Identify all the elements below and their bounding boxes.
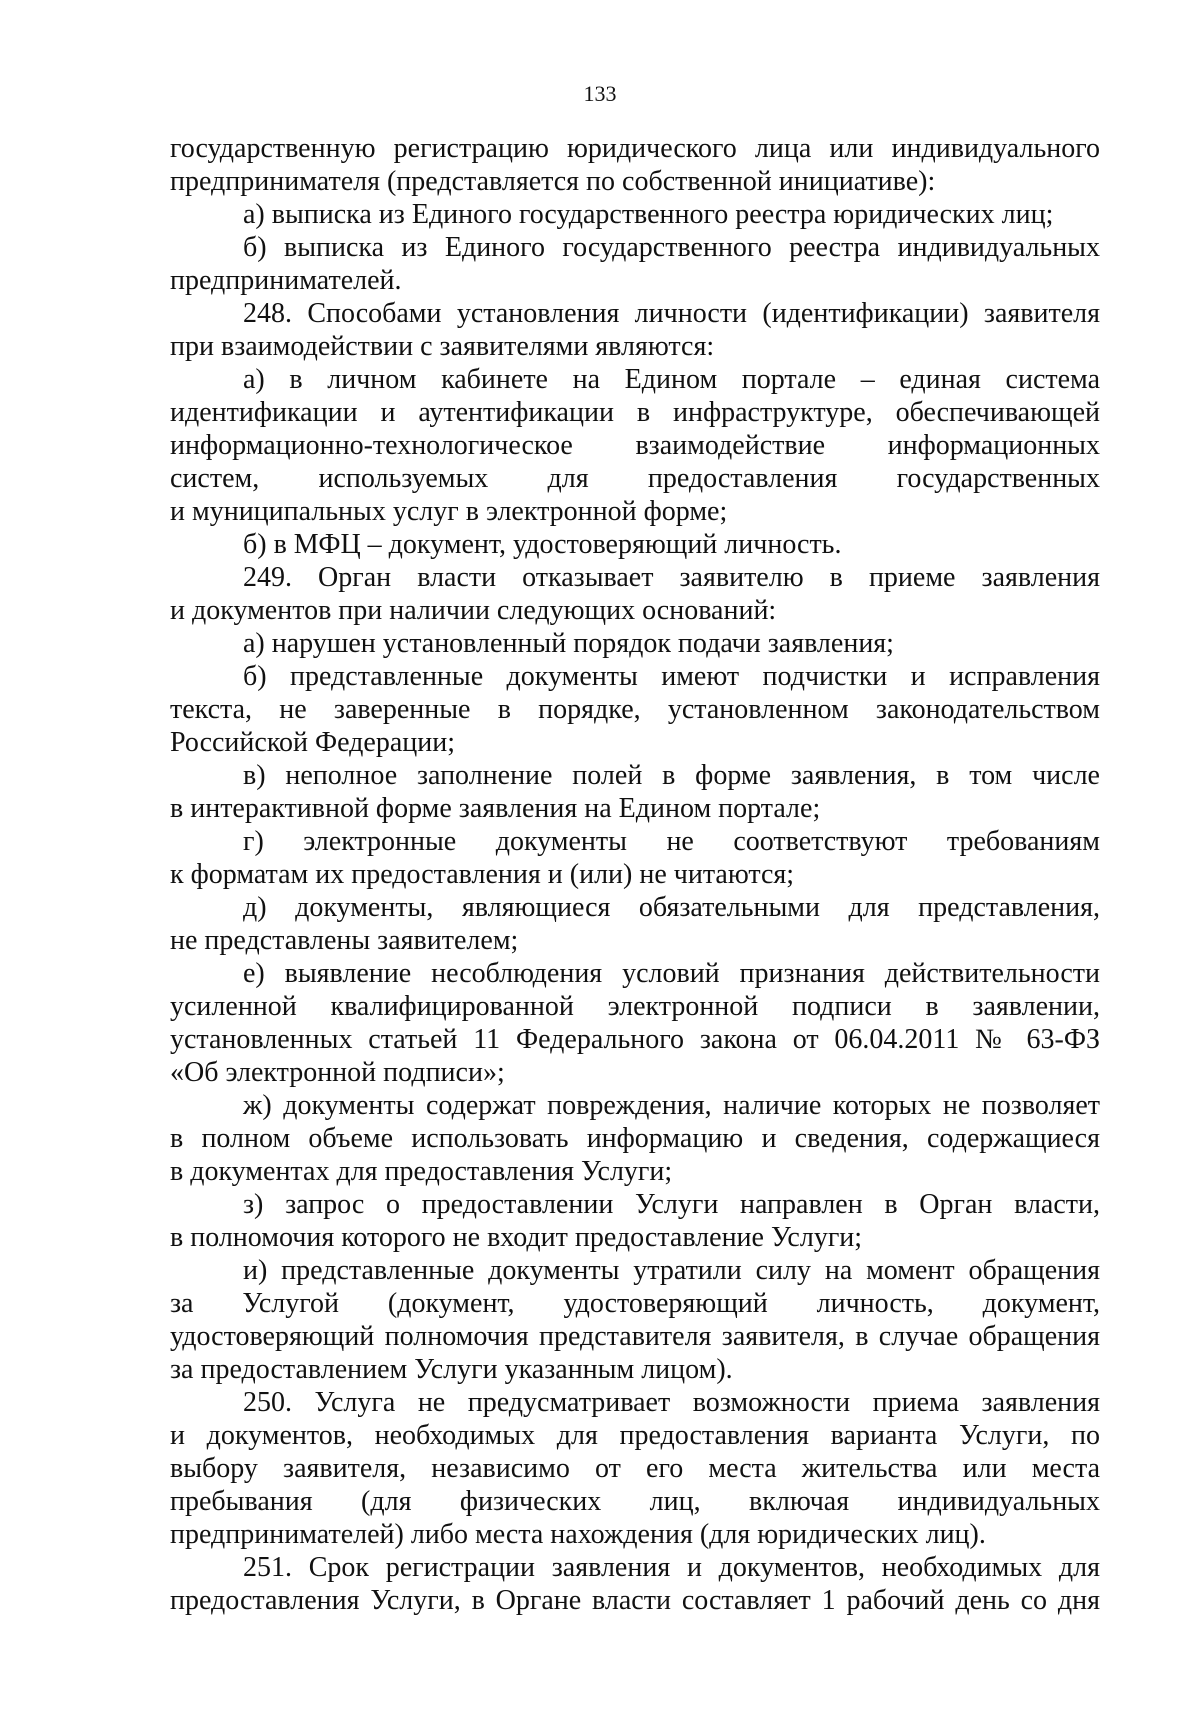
text-line: к форматам их предоставления и (или) не читаются; [170, 859, 795, 890]
text-line: и документов, необходимых для предоставления варианта Услуги, по [170, 1420, 1100, 1451]
text-line: не представлены заявителем; [170, 925, 519, 956]
text-line: в) неполное заполнение полей в форме заявления, в том числе [243, 760, 1100, 791]
text-line: и) представленные документы утратили силу на момент обращения [243, 1255, 1100, 1286]
text-line: и муниципальных услуг в электронной форме; [170, 496, 728, 527]
text-line: пребывания (для физических лиц, включая индивидуальных [170, 1486, 1100, 1517]
text-line: б) выписка из Единого государственного реестра индивидуальных [243, 232, 1100, 263]
text-line: е) выявление несоблюдения условий признания действительности [243, 958, 1100, 989]
text-line: ж) документы содержат повреждения, наличие которых не позволяет [243, 1090, 1100, 1121]
text-line: в полномочия которого не входит предоставление Услуги; [170, 1222, 863, 1253]
text-line: б) представленные документы имеют подчистки и исправления [243, 661, 1100, 692]
text-line: б) в МФЦ – документ, удостоверяющий личность. [243, 529, 842, 560]
text-line: Российской Федерации; [170, 727, 456, 758]
text-line: 250. Услуга не предусматривает возможности приема заявления [243, 1387, 1100, 1418]
document-body [170, 132, 1100, 1617]
text-line: г) электронные документы не соответствуют требованиям [243, 826, 1100, 857]
text-line: «Об электронной подписи»; [170, 1057, 505, 1088]
text-line: установленных статьей 11 Федерального закона от 06.04.2011 № 63-ФЗ [170, 1024, 1100, 1055]
text-line: д) документы, являющиеся обязательными для представления, [243, 892, 1100, 923]
text-line: в полном объеме использовать информацию и сведения, содержащиеся [170, 1123, 1100, 1154]
text-line: 248. Способами установления личности (идентификации) заявителя [243, 298, 1100, 329]
text-line: 249. Орган власти отказывает заявителю в приеме заявления [243, 562, 1100, 593]
text-line: и документов при наличии следующих оснований: [170, 595, 777, 626]
text-line: за предоставлением Услуги указанным лицом). [170, 1354, 733, 1385]
text-line: систем, используемых для предоставления государственных [170, 463, 1100, 494]
text-line: предпринимателя (представляется по собственной инициативе): [170, 166, 936, 197]
text-line: з) запрос о предоставлении Услуги направлен в Орган власти, [243, 1189, 1100, 1220]
page-number: 133 [583, 81, 617, 106]
text-line: идентификации и аутентификации в инфраструктуре, обеспечивающей [170, 397, 1100, 428]
text-line: выбору заявителя, независимо от его места жительства или места [170, 1453, 1100, 1484]
text-line: за Услугой (документ, удостоверяющий личность, документ, [170, 1288, 1100, 1319]
text-line: предоставления Услуги, в Органе власти составляет 1 рабочий день со дня [170, 1585, 1100, 1616]
text-line: государственную регистрацию юридического лица или индивидуального [170, 133, 1100, 164]
text-line: предпринимателей) либо места нахождения (для юридических лиц). [170, 1519, 986, 1550]
text-line: а) выписка из Единого государственного реестра юридических лиц; [243, 199, 1054, 230]
text-line: информационно-технологическое взаимодействие информационных [170, 430, 1100, 461]
text-line: предпринимателей. [170, 265, 402, 296]
text-line: при взаимодействии с заявителями являются: [170, 331, 715, 362]
text-line: в документах для предоставления Услуги; [170, 1156, 673, 1187]
text-line: а) в личном кабинете на Едином портале – единая система [243, 364, 1100, 395]
text-line: 251. Срок регистрации заявления и документов, необходимых для [243, 1552, 1100, 1583]
text-line: в интерактивной форме заявления на Едином портале; [170, 793, 821, 824]
text-line: удостоверяющий полномочия представителя заявителя, в случае обращения [170, 1321, 1100, 1352]
text-line: а) нарушен установленный порядок подачи заявления; [243, 628, 894, 659]
text-line: текста, не заверенные в порядке, установленном законодательством [170, 694, 1100, 725]
text-line: усиленной квалифицированной электронной подписи в заявлении, [170, 991, 1100, 1022]
